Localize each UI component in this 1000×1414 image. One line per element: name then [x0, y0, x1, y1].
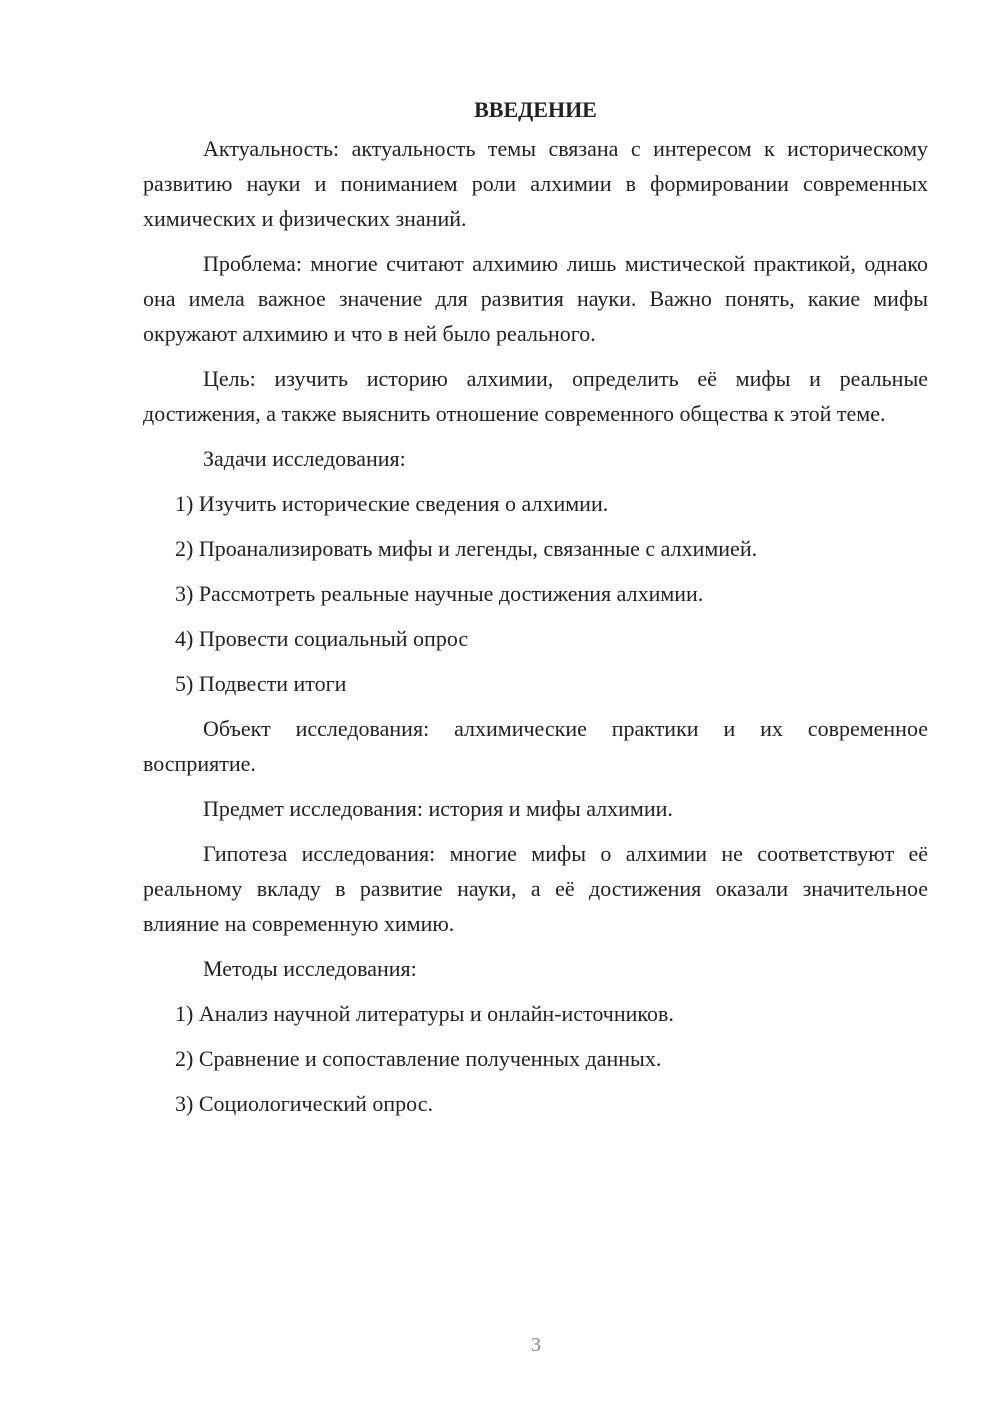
tasks-title: Задачи исследования:	[203, 446, 406, 471]
object-paragraph: Объект исследования: алхимические практики и их современное восприятие.	[143, 716, 928, 776]
goal-paragraph: Цель: изучить историю алхимии, определить её мифы и реальные достижения, а также выяснить отношение современного общества к этой теме.	[143, 366, 928, 426]
task-item: 3) Рассмотреть реальные научные достижения алхимии.	[175, 581, 704, 606]
task-item: 5) Подвести итоги	[175, 671, 347, 696]
methods-title: Методы исследования:	[203, 956, 417, 981]
subject-paragraph: Предмет исследования: история и мифы алхимии.	[203, 796, 673, 821]
page-title: ВВЕДЕНИЕ	[474, 97, 597, 122]
relevance-paragraph: Актуальность: актуальность темы связана с интересом к историческому развитию науки и пониманием роли алхимии в формировании современных химических и физических знаний.	[143, 136, 928, 231]
task-item: 1) Изучить исторические сведения о алхимии.	[175, 491, 609, 516]
hypothesis-paragraph: Гипотеза исследования: многие мифы о алхимии не соответствуют её реальному вкладу в развитие науки, а её достижения оказали значительное влияние на современную химию.	[143, 841, 928, 936]
method-item: 2) Сравнение и сопоставление полученных данных.	[175, 1046, 662, 1071]
problem-paragraph: Проблема: многие считают алхимию лишь мистической практикой, однако она имела важное значение для развития науки. Важно понять, какие мифы окружают алхимию и что в ней было реального.	[143, 251, 928, 346]
task-item: 4) Провести социальный опрос	[175, 626, 469, 651]
document-body	[143, 92, 928, 1131]
method-item: 3) Социологический опрос.	[175, 1091, 433, 1116]
method-item: 1) Анализ научной литературы и онлайн-источников.	[175, 1001, 674, 1026]
page-number: 3	[531, 1334, 541, 1356]
task-item: 2) Проанализировать мифы и легенды, связанные с алхимией.	[175, 536, 758, 561]
